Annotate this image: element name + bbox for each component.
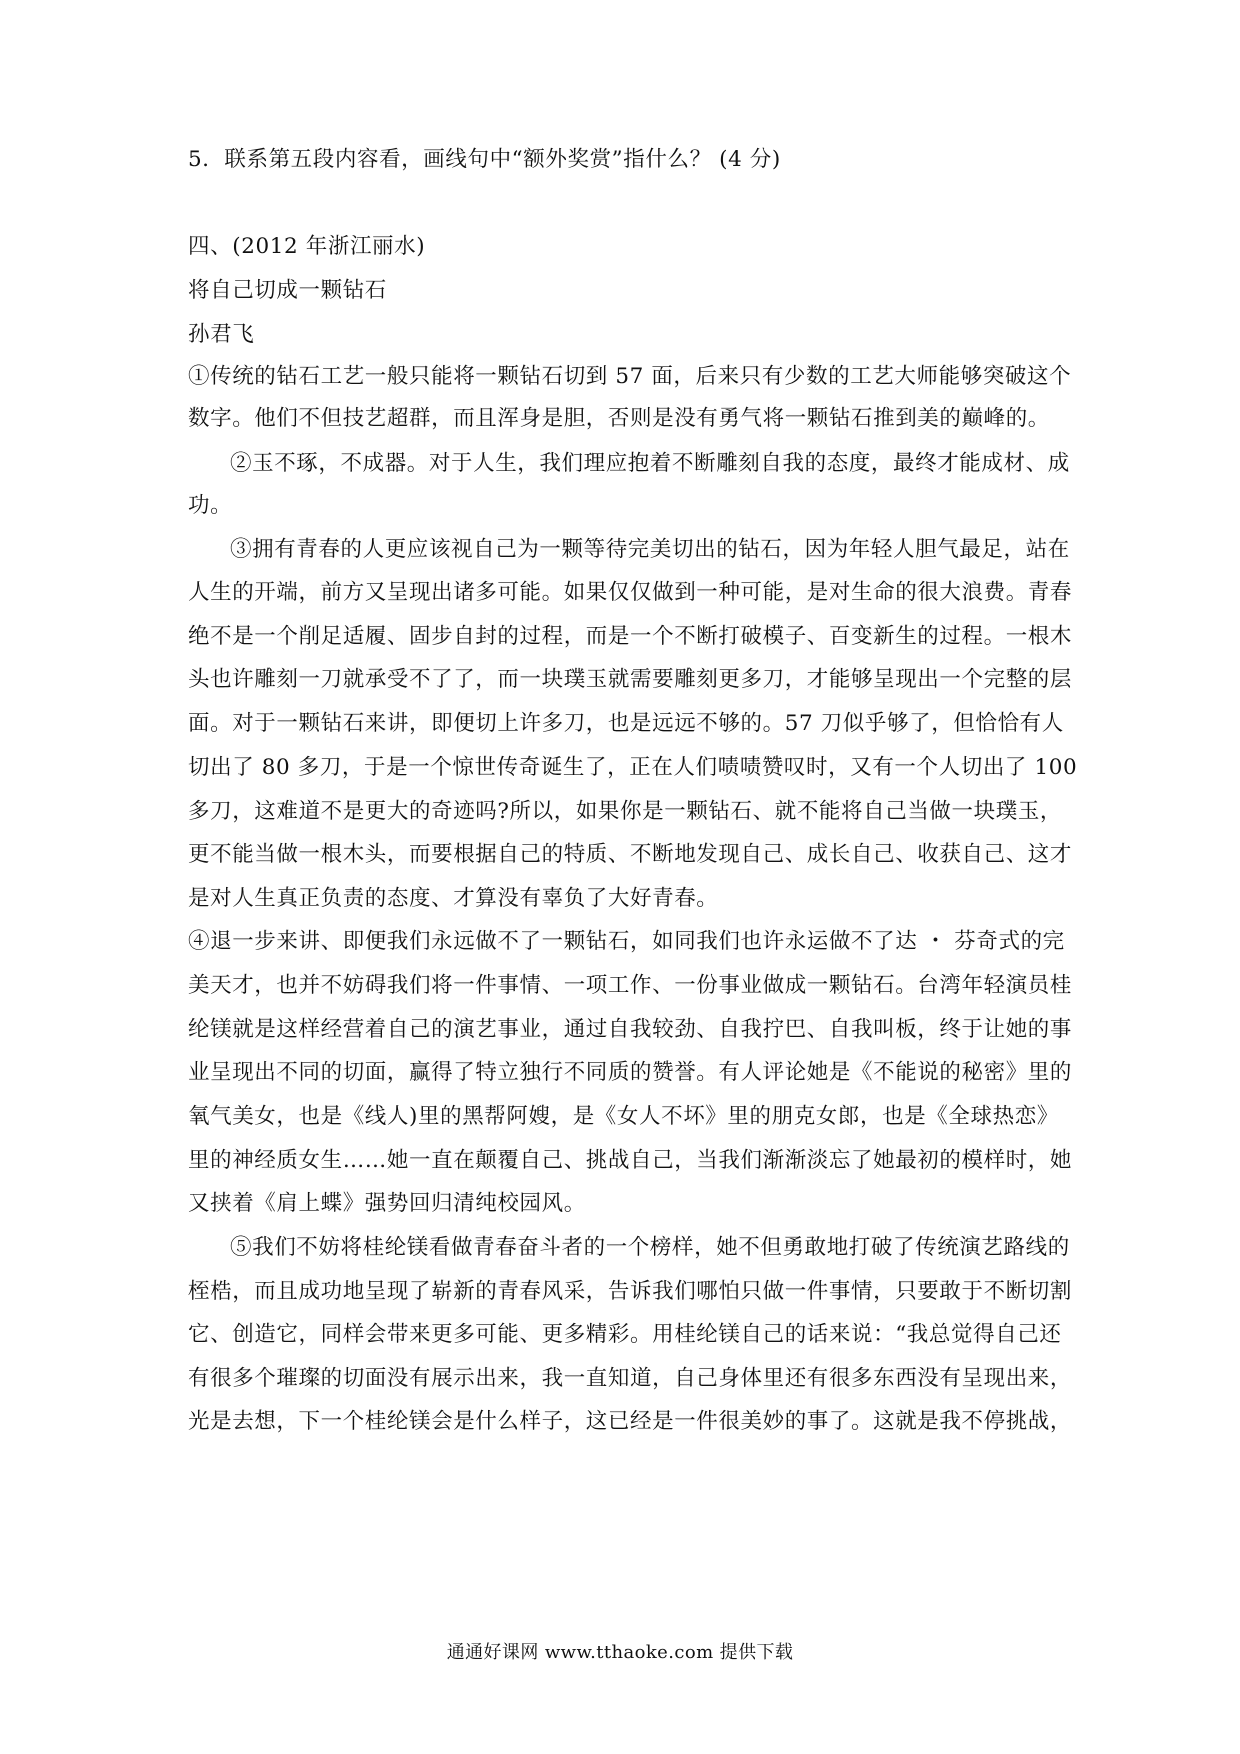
paragraph-2-line: 功。 — [188, 493, 233, 518]
paragraph-5-line: 它、创造它，同样会带来更多可能、更多精彩。用桂纶镁自己的话来说：“我总觉得自己还 — [188, 1322, 1062, 1347]
paragraph-3-line: 绝不是一个削足适履、固步自封的过程，而是一个不断打破模子、百变新生的过程。一根木 — [188, 624, 1073, 649]
paragraph-3-line: 头也许雕刻一刀就承受不了了，而一块璞玉就需要雕刻更多刀，才能够呈现出一个完整的层 — [188, 667, 1073, 692]
paragraph-4-line: 里的神经质女生……她一直在颠覆自己、挑战自己，当我们渐渐淡忘了她最初的模样时，她 — [188, 1148, 1073, 1173]
paragraph-4-line: 业呈现出不同的切面，赢得了特立独行不同质的赞誉。有人评论她是《不能说的秘密》里的 — [188, 1060, 1073, 1085]
paragraph-3-line: 切出了 80 多刀，于是一个惊世传奇诞生了，正在人们啧啧赞叹时，又有一个人切出了 100 — [188, 755, 1078, 780]
paragraph-4-line: 美天才，也并不妨碍我们将一件事情、一项工作、一份事业做成一颗钻石。台湾年轻演员桂 — [188, 973, 1073, 998]
article-author: 孙君飞 — [188, 322, 255, 347]
paragraph-4-line: 纶镁就是这样经营着自己的演艺事业，通过自我较劲、自我拧巴、自我叫板，终于让她的事 — [188, 1017, 1073, 1042]
paragraph-3-line: 面。对于一颗钻石来讲，即便切上许多刀，也是远远不够的。57 刀似乎够了，但恰恰有人 — [188, 711, 1064, 736]
page-footer: 通通好课网 www.tthaoke.com 提供下载 — [446, 1642, 794, 1663]
paragraph-3-line: 更不能当做一根木头，而要根据自己的特质、不断地发现自己、成长自己、收获自己、这才 — [188, 842, 1073, 867]
paragraph-1-line: ①传统的钻石工艺一般只能将一颗钻石切到 57 面，后来只有少数的工艺大师能够突破这个 — [188, 364, 1072, 389]
paragraph-4-line: ④退一步来讲、即便我们永远做不了一颗钻石，如同我们也许永运做不了达 ・ 芬奇式的完 — [188, 929, 1065, 954]
paragraph-4-line: 氧气美女，也是《线人)里的黑帮阿嫂，是《女人不坏》里的朋克女郎，也是《全球热恋》 — [188, 1104, 1059, 1129]
paragraph-3-line: 人生的开端，前方又呈现出诸多可能。如果仅仅做到一种可能，是对生命的很大浪费。青春 — [188, 580, 1073, 605]
paragraph-5-line: 桎梏，而且成功地呈现了崭新的青春风采，告诉我们哪怕只做一件事情，只要敢于不断切割 — [188, 1279, 1073, 1304]
paragraph-5-line: ⑤我们不妨将桂纶镁看做青春奋斗者的一个榜样，她不但勇敢地打破了传统演艺路线的 — [230, 1235, 1070, 1260]
paragraph-3-line: 多刀，这难道不是更大的奇迹吗?所以，如果你是一颗钻石、就不能将自己当做一块璞玉， — [188, 799, 1063, 824]
paragraph-3-line: 是对人生真正负责的态度、才算没有辜负了大好青春。 — [188, 886, 719, 911]
section-heading: 四、(2012 年浙江丽水) — [188, 234, 426, 259]
question-5: 5．联系第五段内容看，画线句中“额外奖赏”指什么？ (4 分) — [188, 147, 781, 172]
paragraph-5-line: 有很多个璀璨的切面没有展示出来，我一直知道，自己身体里还有很多东西没有呈现出来， — [188, 1366, 1073, 1391]
paragraph-2-line: ②玉不琢，不成器。对于人生，我们理应抱着不断雕刻自我的态度，最终才能成材、成 — [230, 451, 1070, 476]
article-title: 将自己切成一颗钻石 — [188, 278, 387, 303]
paragraph-3-line: ③拥有青春的人更应该视自己为一颗等待完美切出的钻石，因为年轻人胆气最足，站在 — [230, 537, 1070, 562]
paragraph-1-line: 数字。他们不但技艺超群，而且浑身是胆，否则是没有勇气将一颗钻石推到美的巅峰的。 — [188, 406, 1050, 431]
paragraph-5-line: 光是去想，下一个桂纶镁会是什么样子，这已经是一件很美妙的事了。这就是我不停挑战， — [188, 1409, 1073, 1434]
paragraph-4-line: 又挟着《肩上蝶》强势回归清纯校园风。 — [188, 1191, 586, 1216]
